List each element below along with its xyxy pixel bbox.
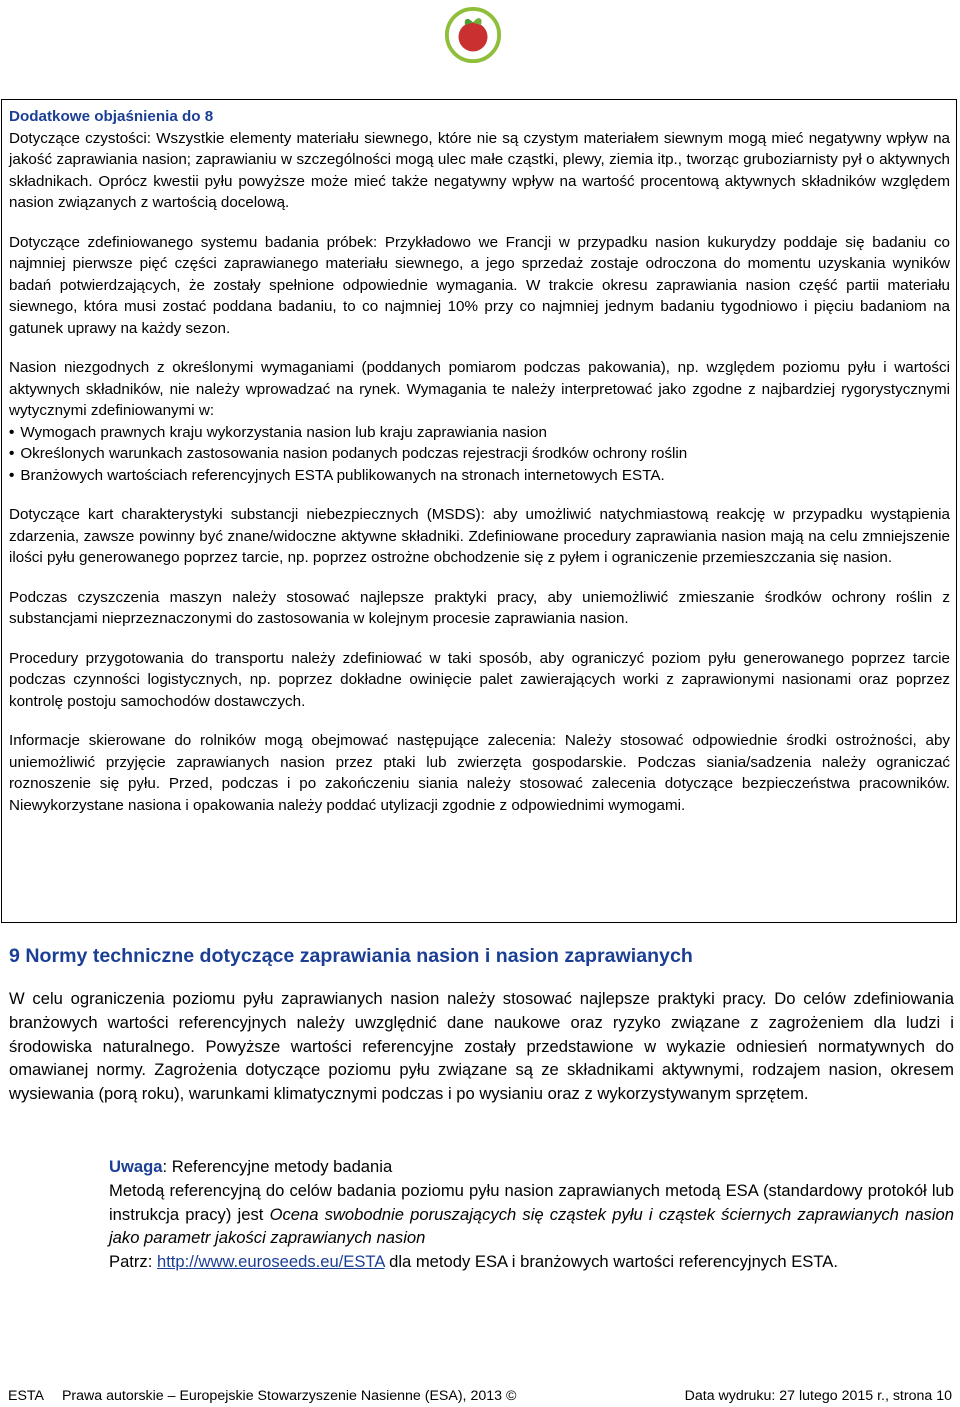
note-see-label: Patrz: (109, 1252, 153, 1272)
note-method-title: Ocena swobodnie poruszających się cząstek pyłu i cząstek ściernych zaprawianych nasion jako parametr jakości zaprawianych nasion (109, 1204, 954, 1248)
euroseeds-link[interactable]: http://www.euroseeds.eu/ESTA (156, 1252, 385, 1272)
note-label: Uwaga (109, 1157, 163, 1176)
list-item: • Wymogach prawnych kraju wykorzystania nasion lub kraju zaprawiania nasion (9, 422, 950, 444)
note-method-text: Metodą referencyjną do celów badania poziomu pyłu nasion zaprawianych metodą ESA (standardowy protokół lub instrukcja pracy) jest (109, 1180, 954, 1224)
msds-paragraph: Dotyczące kart charakterystyki substancji niebezpiecznych (MSDS): aby umożliwić natychmiastową reakcję w przypadku wystąpienia zdarzenia, zawsze powinny być znane/widoczne aktywne składniki. Zdefiniowane procedury zaprawiania nasion mają na celu zmniejszenie ilości pyłu generowanego poprzez tarcie, np. poprzez ostrożne obchodzenie się z pyłem i ograniczenie przemieszczania się nasion. (9, 506, 950, 566)
requirements-list (9, 422, 950, 487)
footer-print-date: Data wydruku: 27 lutego 2015 r., strona 10 (684, 1388, 952, 1404)
list-item: • Określonych warunkach zastosowania nasion podanych podczas rejestracji środków ochrony roślin (9, 443, 950, 465)
note-label-rest: : Referencyjne metody badania (162, 1157, 393, 1176)
logo-emblem (444, 6, 502, 64)
page-footer (8, 1388, 952, 1404)
section-title: 9 Normy techniczne dotyczące zaprawiania nasion i nasion zaprawianych (9, 945, 693, 967)
sampling-paragraph: Dotyczące zdefiniowanego systemu badania próbek: Przykładowo we Francji w przypadku nasion kukurydzy poddaje się badaniu co najmniej pierwsze pięć części zaprawianego materiału siewnego, a jego sprzedaż zostaje odroczona do momentu uzyskania wyników badań potwierdzających, że zostały spełnione odpowiednie wymagania. W trakcie okresu zaprawiania nasion część partii materiału siewnego, która musi zostać poddana badaniu, to co najmniej 10% przy co najmniej jednym badaniu tygodniowo i pięciu badaniom na gatunek uprawy na każdy sezon. (9, 233, 950, 337)
footer-copyright: Prawa autorskie – Europejskie Stowarzyszenie Nasienne (ESA), 2013 © (61, 1388, 517, 1404)
cleaning-paragraph: Podczas czyszczenia maszyn należy stosować najlepsze praktyki pracy, aby uniemożliwić zmieszanie środków ochrony roślin z substancjami nieprzeznaczonymi do zastosowania w kolejnym procesie zaprawiania nasion. (9, 588, 950, 627)
note-link-suffix: dla metody ESA i branżowych wartości referencyjnych ESTA. (389, 1252, 838, 1272)
farmers-paragraph: Informacje skierowane do rolników mogą obejmować następujące zalecenia: Należy stosować odpowiednie środki ostrożności, aby uniemożliwić przyjęcie zaprawianych nasion przez ptaki lub zwierzęta gospodarskie. Podczas siania/sadzenia należy ograniczać roznoszenie się pyłu. Przed, podczas i po zakończeniu siania należy stosować zalecenia dotyczące bezpieczeństwa pracowników. Niewykorzystane nasiona i opakowania należy poddać utylizacji zgodnie z odpowiednimi wymogami. (9, 732, 950, 814)
explanations-first-block (9, 106, 950, 214)
nonconforming-paragraph: Nasion niezgodnych z określonymi wymaganiami (poddanych pomiarom podczas pakowania), np. względem poziomu pyłu i wartości aktywnych składników, nie należy wprowadzać na rynek. Wymagania te należy interpretować jako zgodne z najbardziej rygorystycznymi wytycznymi zdefiniowanymi w: (9, 359, 950, 419)
transport-paragraph: Procedury przygotowania do transportu należy zdefiniować w taki sposób, aby ograniczyć poziom pyłu generowanego poprzez tarcie podczas czynności logistycznych, np. poprzez dokładne owinięcie palet zawierających worki z zaprawionymi nasionami oraz poprzez kontrolę postoju samochodów dostawczych. (9, 649, 950, 710)
section-body: W celu ograniczenia poziomu pyłu zaprawianych nasion należy stosować najlepsze praktyki pracy. Do celów zdefiniowania branżowych wartości referencyjnych należy uwzględnić dane naukowe oraz ryzyko związane z zagrożeniem dla ludzi i środowiska naturalnego. Powyższe wartości referencyjne zostały przedstawione w wykazie odniesień normatywnych do omawianej normy. Zagrożenia dotyczące poziomu pyłu związane są ze składnikami aktywnymi, rodzajem nasion, okresem wysiewania (porą roku), warunkami klimatycznymi podczas i po wysianiu oraz z wykorzystywanym sprzętem. (9, 989, 954, 1104)
footer-esta: ESTA (8, 1388, 45, 1404)
reference-note (109, 1155, 954, 1274)
list-item: • Branżowych wartościach referencyjnych ESTA publikowanych na stronach internetowych ESTA. (9, 465, 950, 487)
explanations-heading: Dodatkowe objaśnienia do 8 (9, 108, 214, 125)
dust-paragraph: Dotyczące czystości: Wszystkie elementy materiału siewnego, które nie są czystym materiałem siewnym mogą mieć negatywny wpływ na jakość zaprawiania nasion; zaprawianiu w szczególności mogą ulec małe cząstki, plewy, ziemia itp., tworząc gruboziarnisty pył o aktywnych składnikach. Oprócz kwestii pyłu powyższe może mieć także negatywny wpływ na wartość procentową aktywnych składników względem nasion związanych z wartością docelową. (9, 129, 950, 211)
explanations-box (1, 99, 957, 923)
